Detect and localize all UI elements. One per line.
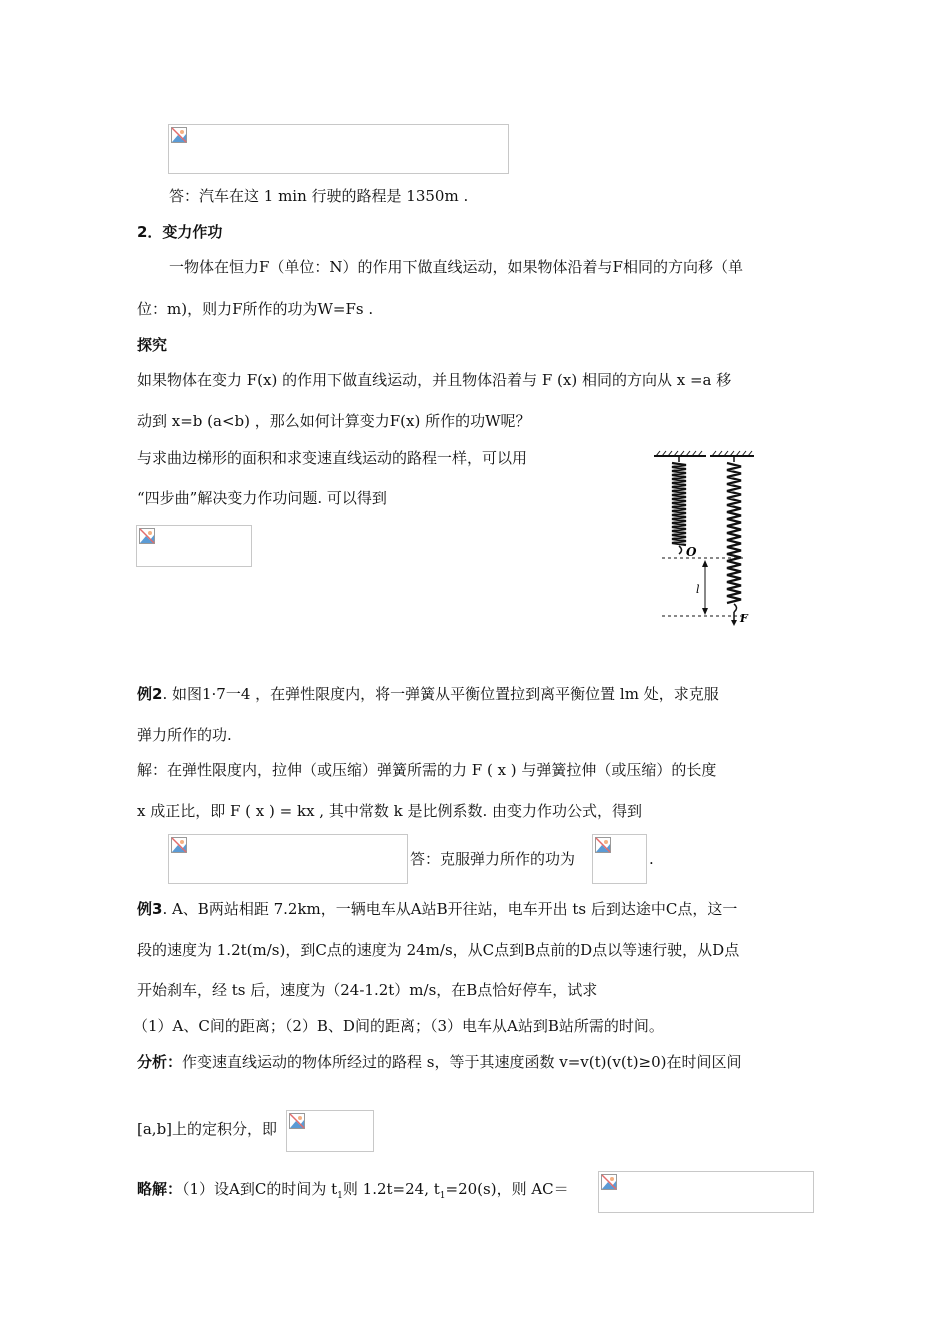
solution-line-1: 解：在弹性限度内，拉伸（或压缩）弹簧所需的力 F ( x ) 与弹簧拉伸（或压缩）的长度 (137, 761, 717, 779)
section-title-variable-force: 2．变力作功 (137, 223, 223, 241)
brief-text-b: 则 1.2t=24, t (342, 1180, 440, 1198)
example2-line-1 (137, 684, 719, 704)
formula-image-5 (286, 1110, 374, 1152)
example3-line-4: （1）A、C间的距离；（2）B、D间的距离；（3）电车从A站到B站所需的时间。 (133, 1017, 664, 1035)
example3-line-1 (137, 899, 737, 919)
broken-image-icon (289, 1113, 305, 1129)
broken-image-icon (595, 837, 611, 853)
formula-image-4 (592, 834, 647, 884)
brief-label: 略解： (137, 1180, 183, 1198)
answer-line-2-end: . (649, 850, 654, 868)
formula-image-2 (136, 525, 252, 567)
broken-image-icon (171, 837, 187, 853)
analysis-line-1 (137, 1052, 742, 1072)
spring-figure (650, 448, 770, 628)
answer-line-2: 答：克服弹力所作的功为 (410, 850, 576, 868)
brief-subscript-2: 1 (439, 1191, 446, 1201)
analysis-line-2: [a,b]上的定积分，即 (137, 1120, 278, 1138)
example2-text-1: . 如图1·7一4 ，在弹性限度内，将一弹簧从平衡位置拉到离平衡位置 lm 处，求克服 (162, 685, 719, 703)
solution-line-2: x 成正比，即 F ( x ) = kx , 其中常数 k 是比例系数. 由变力作功公式，得到 (137, 802, 642, 820)
left-spring (672, 456, 686, 554)
figure-label-o: O (686, 545, 697, 559)
brief-solution-line (137, 1179, 569, 1206)
paragraph-four-steps-1: 与求曲边梯形的面积和求变速直线运动的路程一样，可以用 (137, 449, 528, 467)
example3-line-3: 开始刹车，经 ts 后，速度为（24-1.2t）m/s，在B点恰好停车，试求 (137, 981, 598, 999)
ceiling-hatch (654, 451, 754, 456)
broken-image-icon (139, 528, 155, 544)
paragraph-explore-2: 动到 x=b (a<b) ，那么如何计算变力F(x) 所作的功W呢？ (137, 412, 531, 430)
formula-image-1 (168, 124, 509, 174)
paragraph-constant-force-2: 位：m)，则力F所作的功为W=Fs . (137, 300, 374, 318)
brief-subscript-1: 1 (337, 1191, 343, 1201)
paragraph-four-steps-2: “四步曲”解决变力作功问题. 可以得到 (137, 489, 387, 507)
example2-label: 例2 (137, 685, 163, 703)
example3-text-1: . A、B两站相距 7.2km，一辆电车从A站B开往站，电车开出 ts 后到达途中C点，这一 (162, 900, 738, 918)
figure-label-f: F (740, 612, 748, 625)
analysis-text-1: 作变速直线运动的物体所经过的路程 s，等于其速度函数 v=v(t)(v(t)≥0)在时间区间 (182, 1053, 742, 1071)
brief-text-c: =20(s)，则 AC＝ (445, 1180, 569, 1198)
brief-text-a: （1）设A到C的时间为 t (182, 1180, 338, 1198)
broken-image-icon (601, 1174, 617, 1190)
analysis-label: 分析： (137, 1053, 183, 1071)
right-spring (727, 456, 741, 612)
broken-image-icon (171, 127, 187, 143)
formula-image-6 (598, 1171, 814, 1213)
paragraph-constant-force-1: 一物体在恒力F（单位：N）的作用下做直线运动，如果物体沿着与F相同的方向移（单 (169, 258, 743, 276)
figure-label-l: l (696, 583, 700, 596)
answer-line-1: 答：汽车在这 1 min 行驶的路程是 1350m . (169, 187, 469, 205)
example2-line-2: 弹力所作的功. (137, 726, 232, 744)
example3-label: 例3 (137, 900, 163, 918)
explore-heading: 探究 (137, 336, 168, 354)
formula-image-3 (168, 834, 408, 884)
paragraph-explore-1: 如果物体在变力 F(x) 的作用下做直线运动，并且物体沿着与 F (x) 相同的方向从 x =a 移 (137, 371, 732, 389)
example3-line-2: 段的速度为 1.2t(m/s)，到C点的速度为 24m/s，从C点到B点前的D点以等速行驶，从D点 (137, 941, 740, 959)
